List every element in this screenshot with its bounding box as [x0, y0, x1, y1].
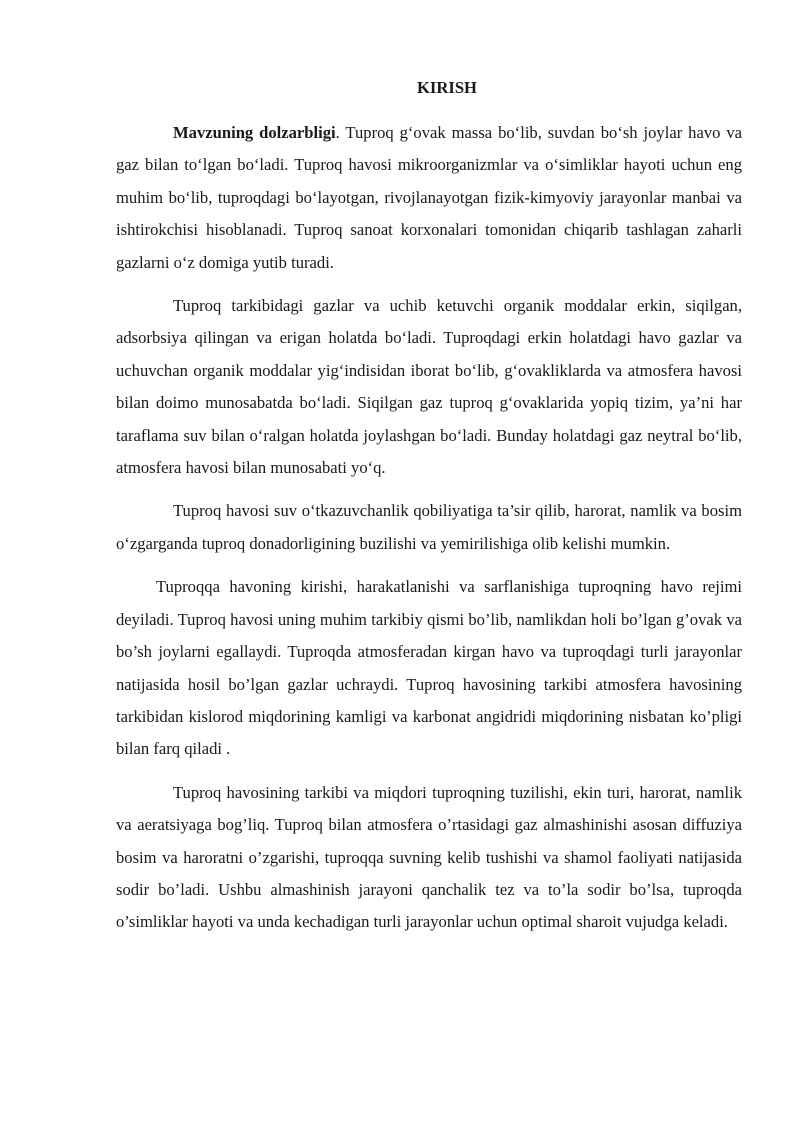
paragraph-4: Tuproqqa havoning kirishi, harakatlanishi va sarflanishiga tuproqning havo rejimi deyiladi. Tuproq havosi uning muhim tarkibiy qismi bo’lib, namlikdan holi bo’lgan g’ovak va bo’sh joylarni egallaydi. Tuproqda atmosferadan kirgan havo va tuproqdagi turli jarayonlar natijasida hosil bo’lgan gazlar uchraydi. Tuproq havosining tarkibi atmosfera havosining tarkibidan kislorod miqdorining kamligi va karbonat angidridi miqdorining nisbatan ko’pligi bilan farq qiladi . — [116, 577, 742, 759]
paragraph-text: . Tuproq g‘ovak massa bo‘lib, suvdan bo‘sh joylar havo va gaz bilan to‘lgan bo‘ladi. Tuproq havosi mikroorganizmlar va o‘simliklar hayoti uchun eng muhim bo‘lib, tuproqdagi bo‘layotgan, rivojlanayotgan fizik-kimyoviy jarayonlar manbai va ishtirokchisi hisoblanadi. Tuproq sanoat korxonalari tomonidan chiqarib tashlagan zaharli gazlarni o‘z domiga yutib turadi. — [116, 123, 742, 272]
document-body — [116, 72, 742, 950]
paragraph-2: Tuproq tarkibidagi gazlar va uchib ketuvchi organik moddalar erkin, siqilgan, adsorbsiya qilingan va erigan holatda bo‘ladi. Tuproqdagi erkin holatdagi havo gazlar va uchuvchan organik moddalar yig‘indisidan iborat bo‘lib, g‘ovakliklarda va atmosfera havosi bilan doimo munosabatda bo‘ladi. Siqilgan gaz tuproq g‘ovaklarida yopiq tizim, ya’ni har taraflama suv bilan o‘ralgan holatda joylashgan bo‘ladi. Bunday holatdagi gaz neytral bo‘lib, atmosfera havosi bilan munosabati yo‘q. — [116, 296, 742, 478]
paragraph-5: Tuproq havosining tarkibi va miqdori tuproqning tuzilishi, ekin turi, harorat, namlik va aeratsiyaga bog’liq. Tuproq bilan atmosfera o’rtasidagi gaz almashinishi asosan diffuziya bosim va haroratni o’zgarishi, tuproqqa suvning kelib tushishi va shamol faoliyati natijasida sodir bo’ladi. Ushbu almashinish jarayoni qanchalik tez va to’la sodir bo’lsa, tuproqda o’simliklar hayoti va unda kechadigan turli jarayonlar uchun optimal sharoit vujudga keladi. — [116, 782, 742, 932]
paragraph-3: Tuproq havosi suv o‘tkazuvchanlik qobiliyatiga ta’sir qilib, harorat, namlik va bosim o‘zgarganda tuproq donadorligining buzilishi va yemirilishiga olib kelishi mumkin. — [116, 501, 742, 553]
section-title: KIRISH — [417, 78, 477, 97]
paragraph-1 — [116, 117, 742, 279]
paragraph-lead: Mavzuning dolzarbligi — [173, 123, 336, 142]
